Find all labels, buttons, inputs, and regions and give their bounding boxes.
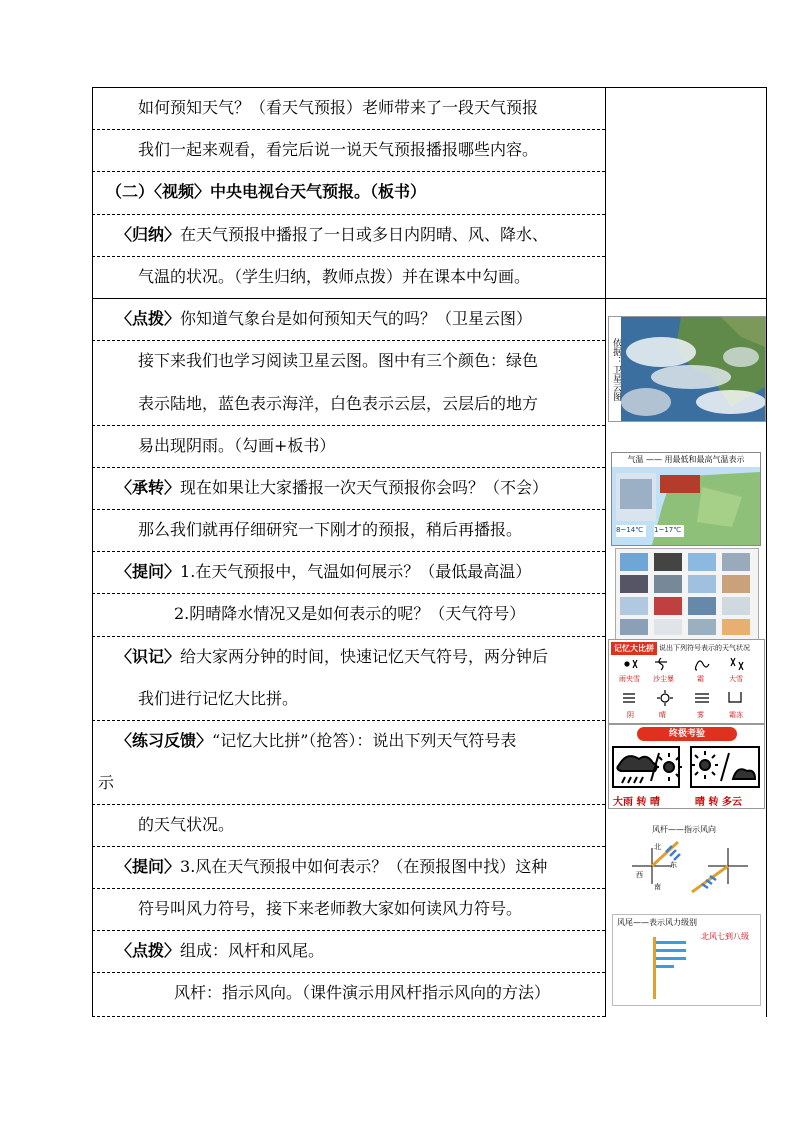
lesson-table [92, 87, 767, 1017]
wind-direction-title: 风杆——指示风向 [652, 825, 716, 834]
weather-photos [616, 549, 758, 639]
text-line: 接下来我们也学习阅读卫星云图。图中有三个颜色：绿色 [138, 351, 539, 370]
final-test-image [608, 724, 765, 809]
satellite-cloud-picture [621, 317, 766, 421]
text-line: 〈承转〉现在如果让大家播报一次天气预报你会吗？（不会） [116, 478, 549, 497]
weather-transition-symbols [609, 743, 764, 793]
wind-tail-label: 北风七到八级 [701, 932, 749, 941]
symbol-label: 霜 [697, 675, 704, 683]
memory-subtitle: 说出下列符号表示的天气状况 [659, 644, 750, 652]
text-line: 我们进行记忆大比拼。 [138, 689, 299, 708]
text-line: 表示陆地，蓝色表示海洋，白色表示云层，云层后的地方 [138, 394, 539, 413]
wind-tail-symbol [613, 915, 760, 1005]
symbol-label: 大雪 [729, 675, 743, 683]
memory-challenge-image [608, 639, 765, 724]
compass-s: 南 [654, 883, 661, 891]
table-border-right [766, 87, 767, 1017]
text-line: 风杆：指示风向。（课件演示用风杆指示风向的方法） [174, 983, 551, 1002]
compass-e: 东 [670, 861, 677, 869]
final-test-right: 晴 转 多云 [695, 797, 742, 808]
wind-arrows [612, 822, 762, 912]
final-test-title: 终极考验 [637, 727, 737, 741]
temperature-forecast-image [611, 452, 761, 546]
satellite-side-label: 依据：卫星云图 [609, 317, 621, 421]
text-line: 易出现阴雨。（勾画+板书） [138, 436, 336, 455]
text-line: 2.阴晴降水情况又是如何表示的呢？（天气符号） [174, 604, 526, 623]
section-heading: （二）〈视频〉中央电视台天气预报。（板书） [106, 182, 427, 201]
text-line: 〈识记〉给大家两分钟的时间，快速记忆天气符号，两分钟后 [116, 647, 549, 666]
text-line: 符号叫风力符号，接下来老师教大家如何读风力符号。 [138, 899, 523, 918]
compass-w: 西 [636, 871, 643, 879]
low-temp-label: 8~14℃ [616, 526, 644, 534]
text-line: 那么我们就再仔细研究一下刚才的预报，稍后再播报。 [138, 520, 523, 539]
compass-n: 北 [654, 843, 661, 851]
symbol-label: 雨夹雪 [619, 675, 640, 683]
text-line: 〈点拨〉组成：风杆和风尾。 [116, 941, 325, 960]
symbol-label: 阴 [627, 711, 634, 719]
wind-tail-image [612, 914, 761, 1006]
final-test-left: 大雨 转 晴 [613, 797, 660, 808]
text-line: 气温的状况。（学生归纳，教师点拨）并在课本中勾画。 [138, 267, 531, 286]
symbol-label: 晴 [659, 711, 666, 719]
text-line: 的天气状况。 [138, 815, 235, 834]
symbol-label: 雾 [697, 711, 704, 719]
text-line: 〈练习反馈〉“记忆大比拼”（抢答）：说出下列天气符号表 [116, 731, 517, 750]
symbol-label: 霜冻 [729, 711, 743, 719]
text-line: 〈提问〉3.风在天气预报中如何表示？（在预报图中找）这种 [116, 857, 548, 876]
wind-direction-image [612, 822, 762, 912]
memory-title: 记忆大比拼 [611, 642, 657, 655]
high-temp-label: 1~17℃ [654, 526, 682, 534]
text-line: 示 [98, 773, 115, 792]
text-line: 〈提问〉1.在天气预报中，气温如何展示？（最低最高温） [116, 562, 532, 581]
symbol-label: 沙尘暴 [653, 675, 674, 683]
temperature-title: 气温 —— 用最低和最高气温表示 [612, 453, 760, 467]
text-line: 我们一起来观看，看完后说一说天气预报播报哪些内容。 [138, 140, 539, 159]
satellite-image [608, 316, 766, 422]
text-line: 如何预知天气？（看天气预报）老师带来了一段天气预报 [138, 98, 539, 117]
wind-tail-title: 风尾——表示风力级别 [617, 918, 697, 927]
text-line: 〈归纳〉在天气预报中播报了一日或多日内阴晴、风、降水、 [116, 225, 549, 244]
text-line: 〈点拨〉你知道气象台是如何预知天气的吗？（卫星云图） [116, 309, 533, 328]
column-divider [605, 87, 606, 1017]
weather-photo-grid [615, 548, 759, 640]
